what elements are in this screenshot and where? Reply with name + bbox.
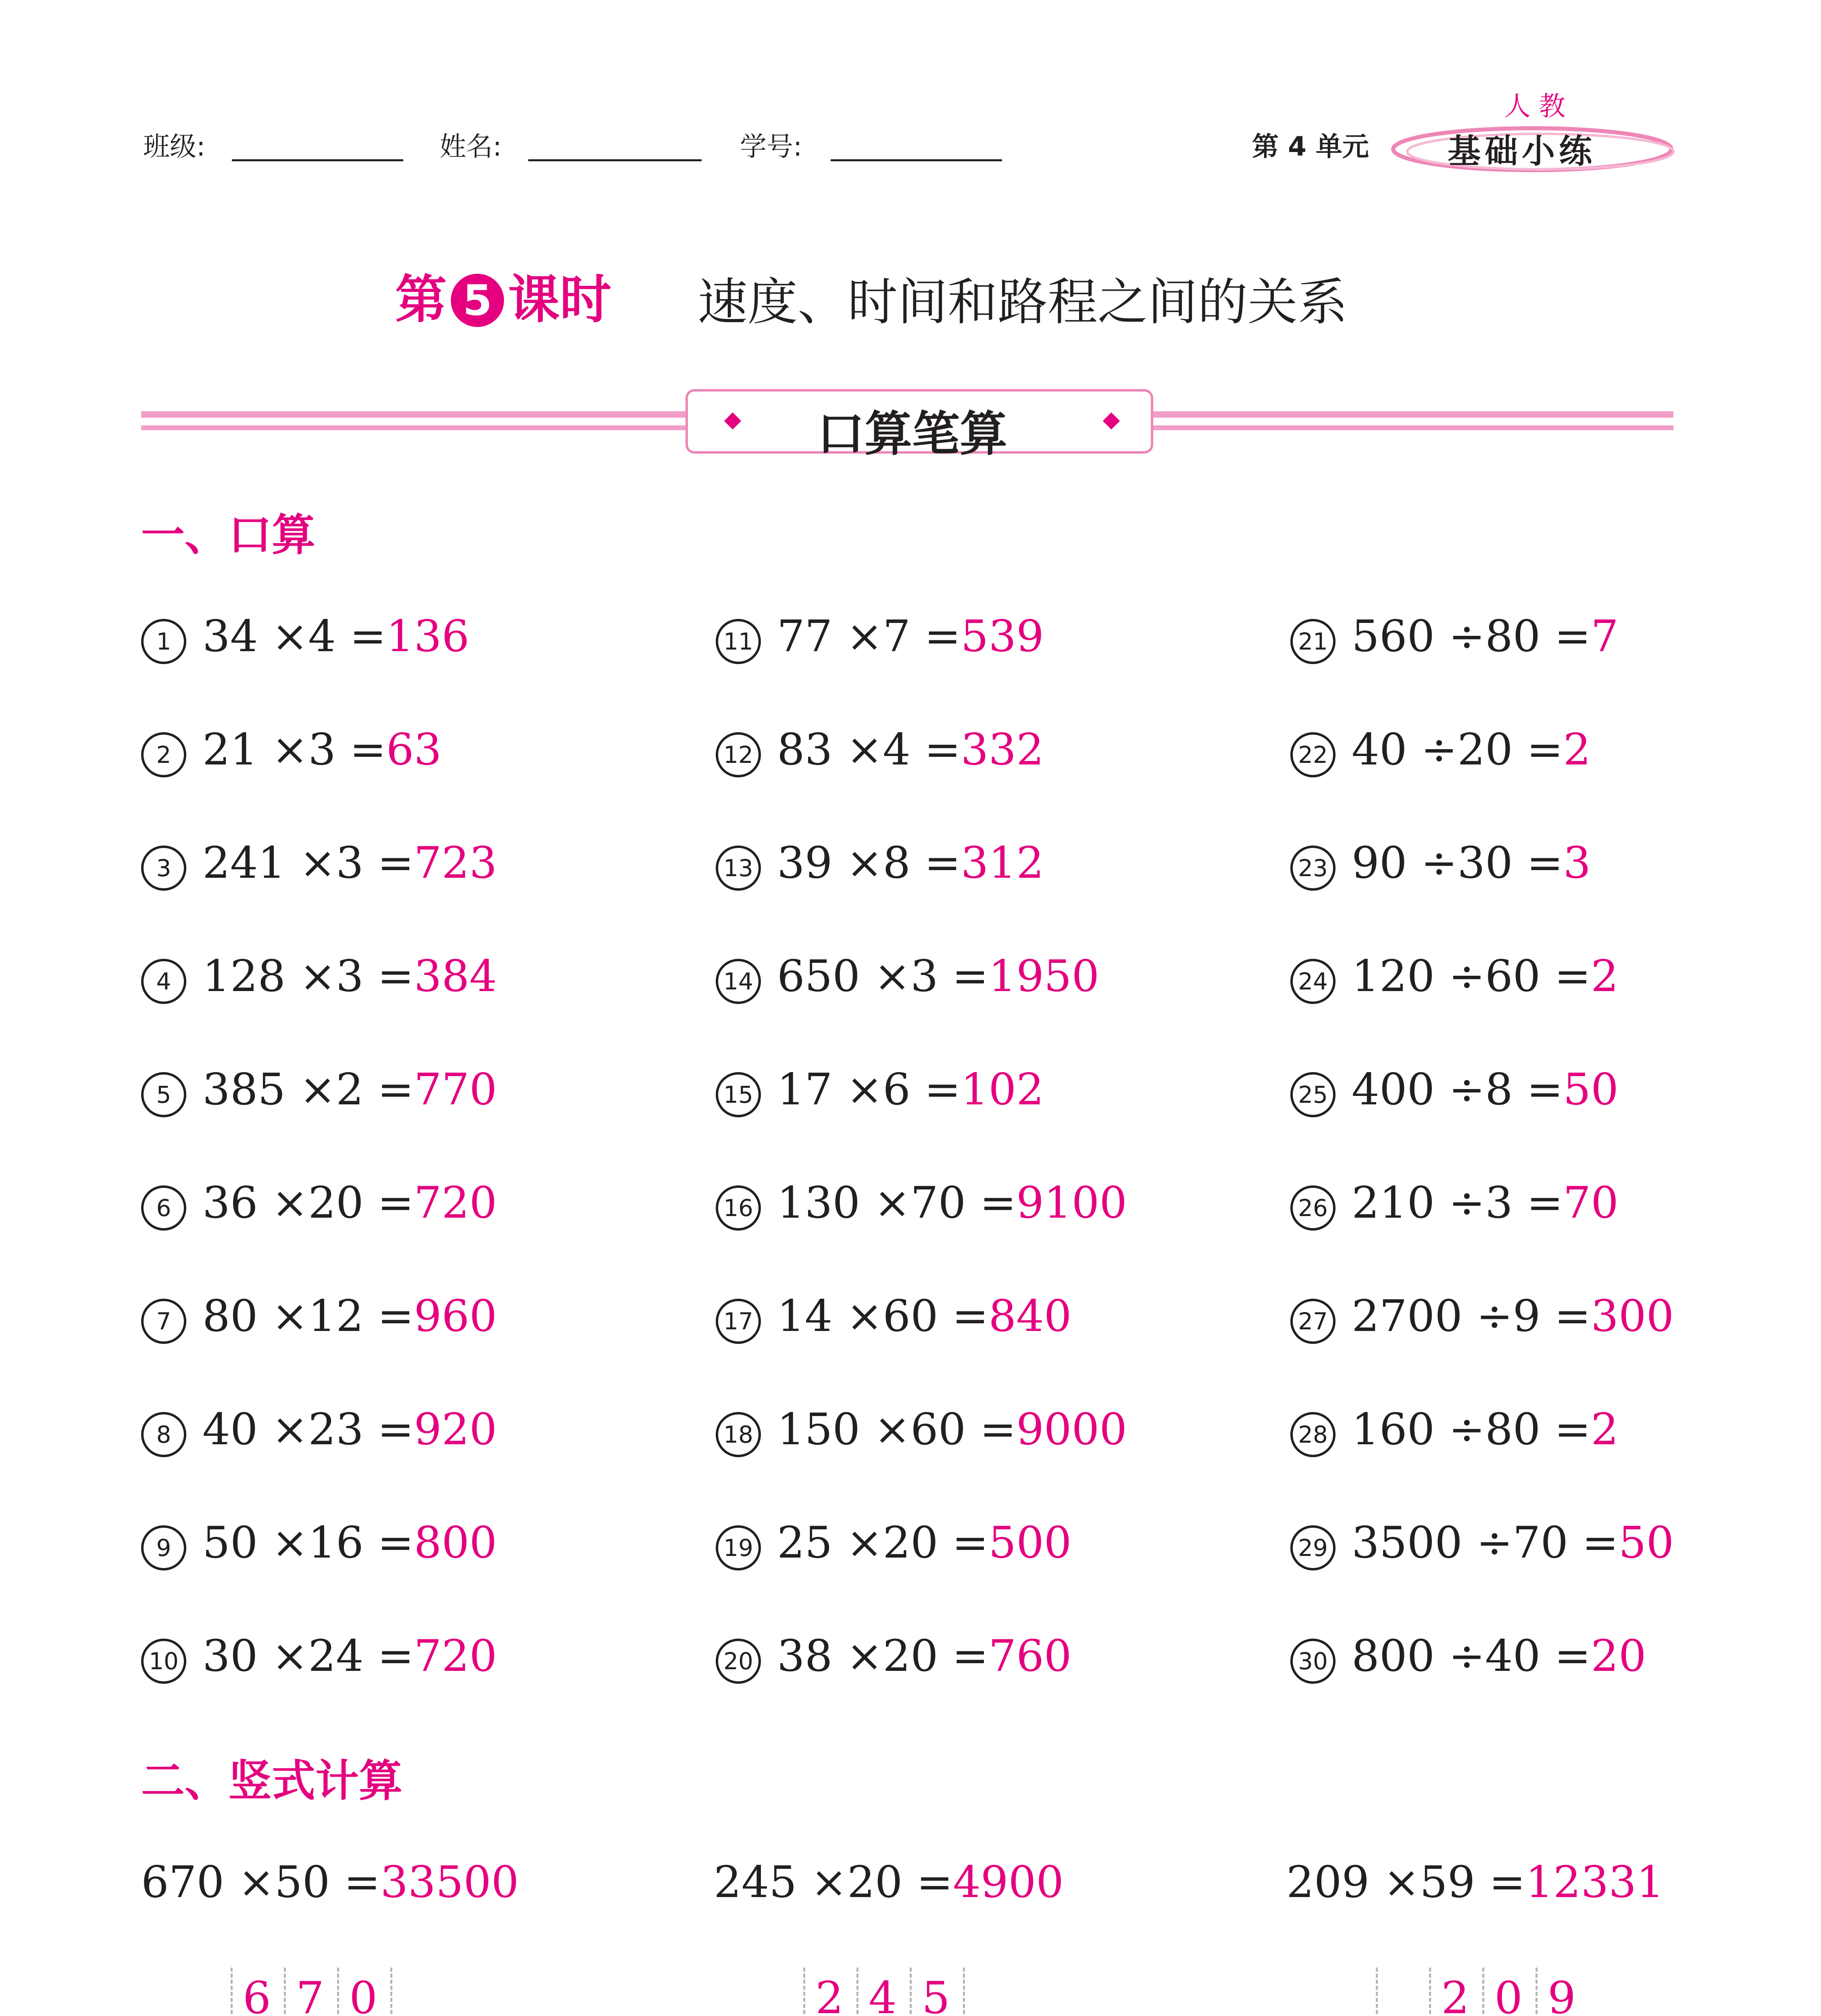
problem-expression: 34 ×4 =	[202, 611, 386, 662]
digit-top: 2	[815, 1972, 844, 2016]
problem-answer: 102	[961, 1064, 1044, 1115]
problem-number: 24	[1290, 959, 1336, 1004]
oral-problem	[141, 1518, 497, 1570]
badge-title: 基础小练	[1448, 132, 1596, 171]
problem-answer: 920	[414, 1404, 497, 1455]
lesson-number-circle: 5	[451, 274, 504, 327]
oral-problem	[1290, 1291, 1674, 1344]
problem-expression: 120 ÷60 =	[1352, 951, 1591, 1002]
problem-answer: 500	[988, 1518, 1072, 1568]
problem-number: 2	[141, 732, 186, 777]
problem-number: 29	[1290, 1525, 1336, 1570]
digit-top: 2	[1441, 1972, 1469, 2016]
problem-answer: 2	[1591, 1404, 1619, 1455]
problem-number: 1	[141, 619, 186, 664]
oral-problem	[141, 1631, 497, 1684]
problem-expression: 30 ×24 =	[202, 1631, 414, 1681]
problem-number: 10	[141, 1639, 186, 1684]
digit-top: 7	[296, 1972, 324, 2016]
oral-problem	[141, 1178, 497, 1231]
oral-problem	[716, 951, 1100, 1004]
problem-expression: 800 ÷40 =	[1352, 1631, 1591, 1681]
digit-top: 9	[1548, 1972, 1576, 2016]
vertical-equation	[714, 1857, 1064, 1908]
banner-title: 口算笔算	[817, 406, 1008, 462]
problem-expression: 50 ×16 =	[202, 1518, 414, 1568]
problem-answer: 840	[988, 1291, 1072, 1341]
problem-expression: 210 ÷3 =	[1352, 1178, 1563, 1228]
problem-answer: 960	[414, 1291, 497, 1341]
equation-answer: 33500	[380, 1857, 519, 1908]
oral-problem	[141, 838, 497, 891]
problem-number: 17	[716, 1299, 761, 1344]
oral-problem	[1290, 611, 1619, 664]
problem-expression: 241 ×3 =	[202, 838, 414, 888]
oral-problem	[1290, 951, 1619, 1004]
problem-answer: 63	[386, 725, 442, 775]
banner-stripe-right-2	[1149, 425, 1673, 430]
problem-expression: 83 ×4 =	[777, 725, 961, 775]
grid-column-line	[390, 1968, 392, 2016]
problem-answer: 312	[961, 838, 1044, 888]
student-number-label: 学号:	[740, 131, 802, 162]
problem-number: 11	[716, 619, 761, 664]
problem-number: 13	[716, 846, 761, 891]
problem-answer: 760	[988, 1631, 1072, 1681]
oral-problem	[1290, 1064, 1619, 1117]
problem-number: 26	[1290, 1185, 1336, 1231]
problem-answer: 9000	[1016, 1404, 1127, 1455]
problem-expression: 2700 ÷9 =	[1352, 1291, 1591, 1341]
vertical-equation	[1286, 1857, 1664, 1908]
class-label: 班级:	[143, 131, 206, 162]
problem-number: 21	[1290, 619, 1336, 664]
digit-top: 4	[869, 1972, 897, 2016]
problem-number: 27	[1290, 1299, 1336, 1344]
problem-answer: 136	[386, 611, 469, 662]
problem-expression: 40 ÷20 =	[1352, 725, 1563, 775]
oral-problem	[716, 1064, 1044, 1117]
diamond-left-icon	[724, 412, 741, 429]
problem-expression: 150 ×60 =	[777, 1404, 1017, 1455]
equation-expression: 245 ×20 =	[714, 1857, 953, 1908]
problem-answer: 2	[1563, 725, 1591, 775]
problem-number: 7	[141, 1299, 186, 1344]
oral-problem	[1290, 838, 1591, 891]
problem-expression: 3500 ÷70 =	[1352, 1518, 1619, 1568]
problem-expression: 80 ×12 =	[202, 1291, 414, 1341]
student-number-blank[interactable]	[831, 159, 1002, 161]
oral-problem	[1290, 1404, 1619, 1457]
problem-expression: 90 ÷30 =	[1352, 838, 1563, 888]
problem-number: 18	[716, 1412, 761, 1457]
problem-answer: 539	[961, 611, 1044, 662]
oral-problem	[141, 611, 469, 664]
oral-problem	[141, 1404, 497, 1457]
problem-expression: 160 ÷80 =	[1352, 1404, 1591, 1455]
problem-number: 12	[716, 732, 761, 777]
series-badge	[1387, 121, 1677, 177]
problem-answer: 384	[414, 951, 497, 1002]
problem-expression: 21 ×3 =	[202, 725, 386, 775]
problem-number: 19	[716, 1525, 761, 1570]
digit-top: 0	[1494, 1972, 1523, 2016]
oral-problem	[716, 1291, 1072, 1344]
problem-number: 16	[716, 1185, 761, 1231]
oral-problem	[1290, 1178, 1619, 1231]
problem-expression: 38 ×20 =	[777, 1631, 989, 1681]
oral-problem	[1290, 725, 1591, 777]
equation-answer: 4900	[953, 1857, 1064, 1908]
problem-number: 6	[141, 1185, 186, 1231]
equation-expression: 670 ×50 =	[141, 1857, 381, 1908]
oral-problem	[141, 725, 442, 777]
digit-top: 5	[922, 1972, 950, 2016]
problem-expression: 36 ×20 =	[202, 1178, 414, 1228]
problem-number: 20	[716, 1639, 761, 1684]
problem-number: 15	[716, 1072, 761, 1117]
banner-stripe-left-2	[141, 425, 690, 430]
grid-column-line	[1376, 1968, 1378, 2016]
problem-expression: 130 ×70 =	[777, 1178, 1017, 1228]
oral-problem	[716, 1404, 1127, 1457]
oral-problem	[141, 1291, 497, 1344]
problem-expression: 25 ×20 =	[777, 1518, 989, 1568]
problem-answer: 300	[1591, 1291, 1674, 1341]
lesson-number	[395, 258, 611, 332]
banner-stripe-left	[141, 411, 690, 418]
problem-expression: 650 ×3 =	[777, 951, 989, 1002]
problem-answer: 50	[1563, 1064, 1619, 1115]
vertical-equation	[141, 1857, 519, 1908]
problem-expression: 14 ×60 =	[777, 1291, 989, 1341]
problem-number: 30	[1290, 1639, 1336, 1684]
oral-problem	[1290, 1631, 1646, 1684]
grid-column-line	[963, 1968, 965, 2016]
problem-expression: 560 ÷80 =	[1352, 611, 1591, 662]
name-label: 姓名:	[440, 131, 502, 162]
problem-answer: 720	[414, 1631, 497, 1681]
problem-answer: 332	[961, 725, 1044, 775]
lesson-suffix: 课时	[508, 270, 612, 330]
oral-problem	[716, 838, 1044, 891]
problem-number: 14	[716, 959, 761, 1004]
oral-problem	[716, 1631, 1072, 1684]
problem-answer: 70	[1563, 1178, 1619, 1228]
problem-answer: 2	[1591, 951, 1619, 1002]
problem-number: 5	[141, 1072, 186, 1117]
oral-problem	[716, 1518, 1072, 1570]
problem-expression: 128 ×3 =	[202, 951, 414, 1002]
diamond-right-icon	[1103, 412, 1120, 429]
oral-problem	[716, 611, 1044, 664]
unit-label: 第 4 单元	[1252, 131, 1369, 162]
problem-expression: 77 ×7 =	[777, 611, 961, 662]
equation-expression: 209 ×59 =	[1286, 1857, 1526, 1908]
problem-answer: 7	[1591, 611, 1619, 662]
problem-answer: 723	[414, 838, 497, 888]
problem-answer: 770	[414, 1064, 497, 1115]
problem-number: 28	[1290, 1412, 1336, 1457]
problem-answer: 3	[1563, 838, 1591, 888]
problem-number: 22	[1290, 732, 1336, 777]
problem-number: 25	[1290, 1072, 1336, 1117]
problem-answer: 720	[414, 1178, 497, 1228]
banner-stripe-right	[1149, 411, 1673, 418]
problem-answer: 9100	[1016, 1178, 1127, 1228]
oral-problem	[716, 725, 1044, 777]
badge-publisher: 人教	[1504, 91, 1573, 122]
class-blank[interactable]	[232, 159, 403, 161]
problem-expression: 385 ×2 =	[202, 1064, 414, 1115]
problem-number: 4	[141, 959, 186, 1004]
digit-top: 0	[349, 1972, 377, 2016]
problem-expression: 40 ×23 =	[202, 1404, 414, 1455]
section-banner	[685, 389, 1153, 462]
problem-number: 23	[1290, 846, 1336, 891]
digit-top: 6	[243, 1972, 271, 2016]
oral-problem	[141, 1064, 497, 1117]
problem-number: 9	[141, 1525, 186, 1570]
problem-expression: 39 ×8 =	[777, 838, 961, 888]
problem-answer: 1950	[988, 951, 1100, 1002]
problem-answer: 50	[1618, 1518, 1674, 1568]
name-blank[interactable]	[528, 159, 702, 161]
page-title: 速度、时间和路程之间的关系	[698, 273, 1348, 331]
problem-answer: 800	[414, 1518, 497, 1568]
equation-answer: 12331	[1525, 1857, 1664, 1908]
oral-problem	[141, 951, 497, 1004]
oral-problem	[1290, 1518, 1674, 1570]
lesson-prefix: 第	[395, 270, 447, 330]
oral-problem	[716, 1178, 1127, 1231]
problem-number: 3	[141, 846, 186, 891]
section-heading-vertical: 二、竖式计算	[141, 1756, 403, 1806]
problem-expression: 400 ÷8 =	[1352, 1064, 1563, 1115]
section-heading-oral: 一、口算	[141, 510, 316, 560]
problem-expression: 17 ×6 =	[777, 1064, 961, 1115]
problem-number: 8	[141, 1412, 186, 1457]
problem-answer: 20	[1591, 1631, 1646, 1681]
